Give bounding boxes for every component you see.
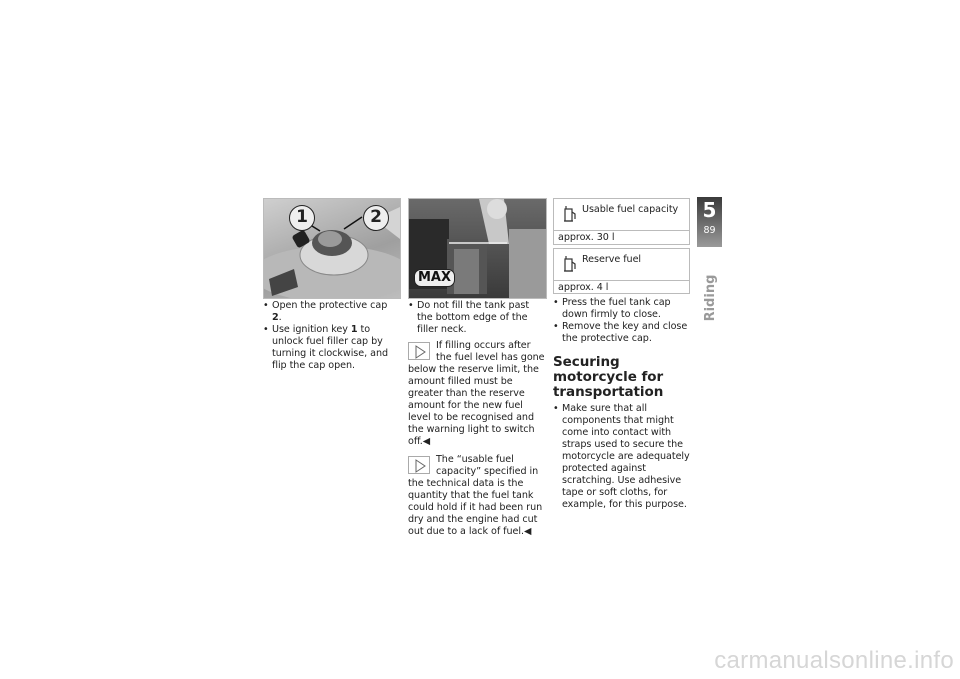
- column-2: [408, 300, 546, 538]
- max-label: MAX: [414, 269, 455, 287]
- fuel-cap-photo: [263, 198, 401, 299]
- filler-neck-photo: [408, 198, 547, 299]
- step-open-cap: [263, 300, 395, 324]
- spec-reserve-fuel: [553, 248, 690, 294]
- info-triangle-icon: [408, 342, 430, 360]
- step-fill-limit: • Do not fill the tank past the bottom edge of the filler neck.: [408, 300, 546, 336]
- step-text: .: [278, 312, 282, 323]
- step-protect-components: • Make sure that all components that might come into contact with straps used to secure the motorcycle are adequately protected against scratching. Use adhesive tape or soft cloths, for example, for this purpose.: [553, 403, 690, 511]
- note-capacity-text: The “usable fuel capacity” specified in the technical data is the quantity that the fuel tank could hold if it had been run dry and the engine had cut out due to a lack of fuel.◀: [408, 454, 543, 537]
- column-1: [263, 300, 395, 372]
- column-3: [553, 297, 690, 511]
- info-triangle-icon: [408, 456, 430, 474]
- step-text: to unlock fuel filler cap by turning it clockwise, and flip the cap open.: [272, 324, 389, 371]
- ref-number: 1: [350, 324, 358, 335]
- note-reserve: [408, 340, 546, 448]
- note-reserve-text: If filling occurs after the fuel level has gone below the reserve limit, the amount filled must be greater than the reserve amount for the new fuel level to be recognised and the warning light to switch off.◀: [408, 340, 545, 447]
- spec-value: approx. 30 l: [558, 232, 615, 243]
- step-remove-key: • Remove the key and close the protective cap.: [553, 321, 690, 345]
- page-number: 89: [703, 225, 716, 236]
- step-text: Use ignition key: [272, 324, 351, 335]
- spec-label: Reserve fuel: [582, 254, 642, 265]
- chapter-tab: [697, 197, 722, 247]
- step-close-cap: • Press the fuel tank cap down firmly to close.: [553, 297, 690, 321]
- section-side-title: Riding: [703, 274, 718, 322]
- spec-usable-fuel: [553, 198, 690, 245]
- callout-1: 1: [289, 205, 315, 231]
- note-capacity: [408, 454, 546, 538]
- watermark: carmanualsonline.info: [714, 647, 954, 674]
- ref-number: 2: [272, 312, 279, 323]
- spec-label: Usable fuel capacity: [582, 204, 679, 215]
- fuel-pump-icon: [563, 255, 577, 273]
- section-heading: Securing motorcycle for transportation: [553, 354, 664, 400]
- step-unlock-cap: [263, 324, 395, 372]
- fuel-pump-icon: [563, 205, 577, 223]
- step-text: Open the protective cap: [272, 300, 388, 311]
- spec-value: approx. 4 l: [558, 282, 609, 293]
- callout-2: 2: [363, 205, 389, 231]
- chapter-number: 5: [702, 198, 717, 222]
